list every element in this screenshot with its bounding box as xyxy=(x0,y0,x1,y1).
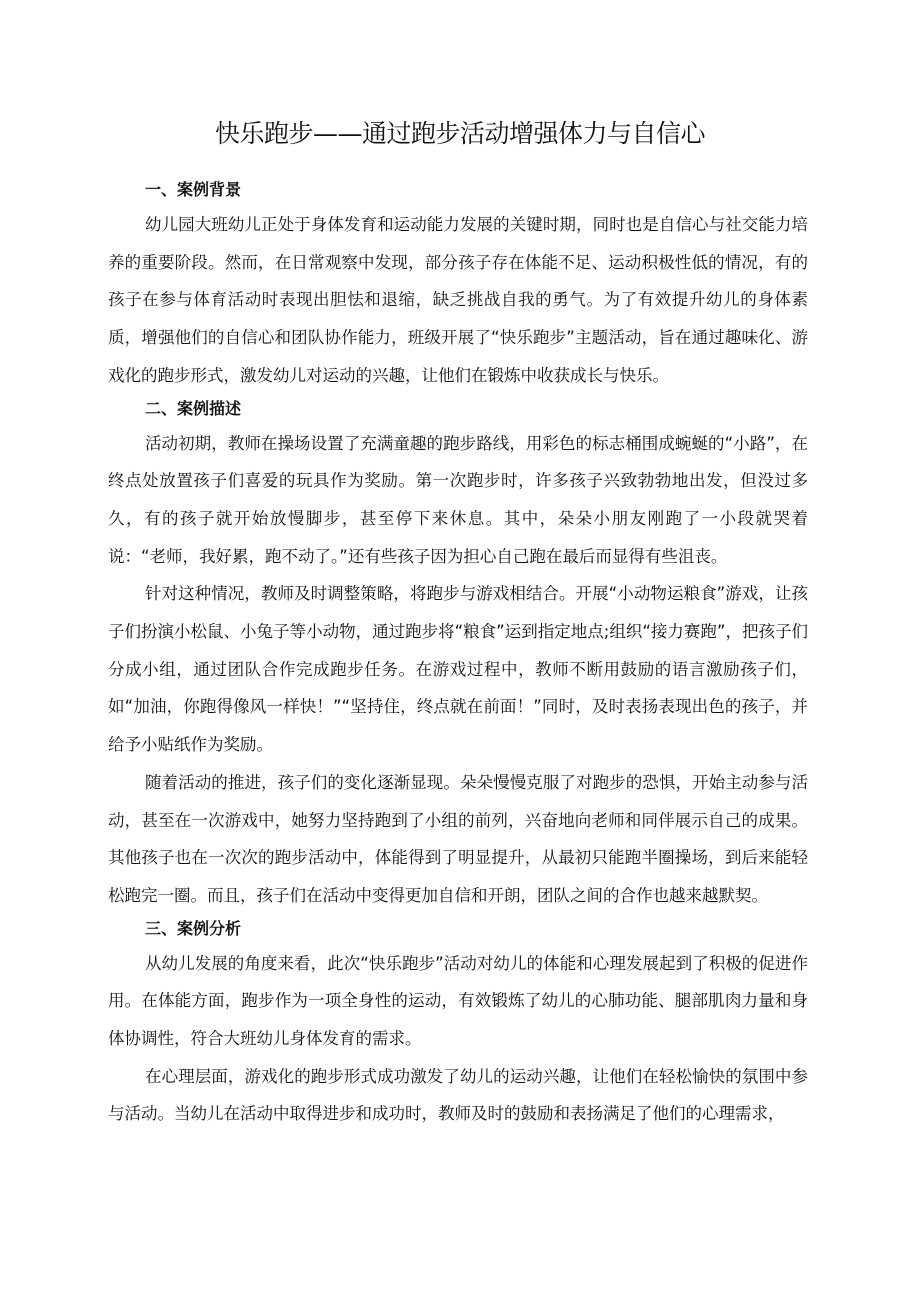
description-paragraph-3: 随着活动的推进，孩子们的变化逐渐显现。朵朵慢慢克服了对跑步的恐惧，开始主动参与活动，甚至在一次游戏中，她努力坚持跑到了小组的前列，兴奋地向老师和同伴展示自己的成果。其他孩子也在一次次的跑步活动中，体能得到了明显提升，从最初只能跑半圈操场，到后来能轻松跑完一圈。而且，孩子们在活动中变得更加自信和开朗，团队之间的合作也越来越默契。 xyxy=(108,772,808,905)
section-heading-background: 一、案例背景 xyxy=(145,180,242,199)
analysis-paragraph-1: 从幼儿发展的角度来看，此次“快乐跑步”活动对幼儿的体能和心理发展起到了积极的促进作用。在体能方面，跑步作为一项全身性的运动，有效锻炼了幼儿的心肺功能、腿部肌肉力量和身体协调性，符合大班幼儿身体发育的需求。 xyxy=(108,953,808,1049)
document-body xyxy=(108,176,808,1133)
section-heading-description: 二、案例描述 xyxy=(145,398,242,418)
description-paragraph-1: 活动初期，教师在操场设置了充满童趣的跑步路线，用彩色的标志桶围成蜿蜒的“小路”，在终点处放置孩子们喜爱的玩具作为奖励。第一次跑步时，许多孩子兴致勃勃地出发，但没过多久，有的孩子就开始放慢脚步，甚至停下来休息。其中，朵朵小朋友刚跑了一小段就哭着说：“老师，我好累，跑不动了。”还有些孩子因为担心自己跑在最后而显得有些沮丧。 xyxy=(108,433,808,566)
analysis-paragraph-2: 在心理层面，游戏化的跑步形式成功激发了幼儿的运动兴趣，让他们在轻松愉快的氛围中参与活动。当幼儿在活动中取得进步和成功时，教师及时的鼓励和表扬满足了他们的心理需求， xyxy=(108,1066,808,1124)
document-title: 快乐跑步——通过跑步活动增强体力与自信心 xyxy=(214,119,705,148)
section-heading-analysis: 三、案例分析 xyxy=(145,918,242,938)
description-paragraph-2: 针对这种情况，教师及时调整策略，将跑步与游戏相结合。开展“小动物运粮食”游戏，让孩子们扮演小松鼠、小兔子等小动物，通过跑步将“粮食”运到指定地点;组织“接力赛跑”，把孩子们分成小组，通过团队合作完成跑步任务。在游戏过程中，教师不断用鼓励的语言激励孩子们，如“加油，你跑得像风一样快！”“坚持住，终点就在前面！”同时，及时表扬表现出色的孩子，并给予小贴纸作为奖励。 xyxy=(108,584,808,755)
background-paragraph: 幼儿园大班幼儿正处于身体发育和运动能力发展的关键时期，同时也是自信心与社交能力培养的重要阶段。然而，在日常观察中发现，部分孩子存在体能不足、运动积极性低的情况，有的孩子在参与体育活动时表现出胆怯和退缩，缺乏挑战自我的勇气。为了有效提升幼儿的身体素质，增强他们的自信心和团队协作能力，班级开展了“快乐跑步”主题活动，旨在通过趣味化、游戏化的跑步形式，激发幼儿对运动的兴趣，让他们在锻炼中收获成长与快乐。 xyxy=(108,215,808,385)
